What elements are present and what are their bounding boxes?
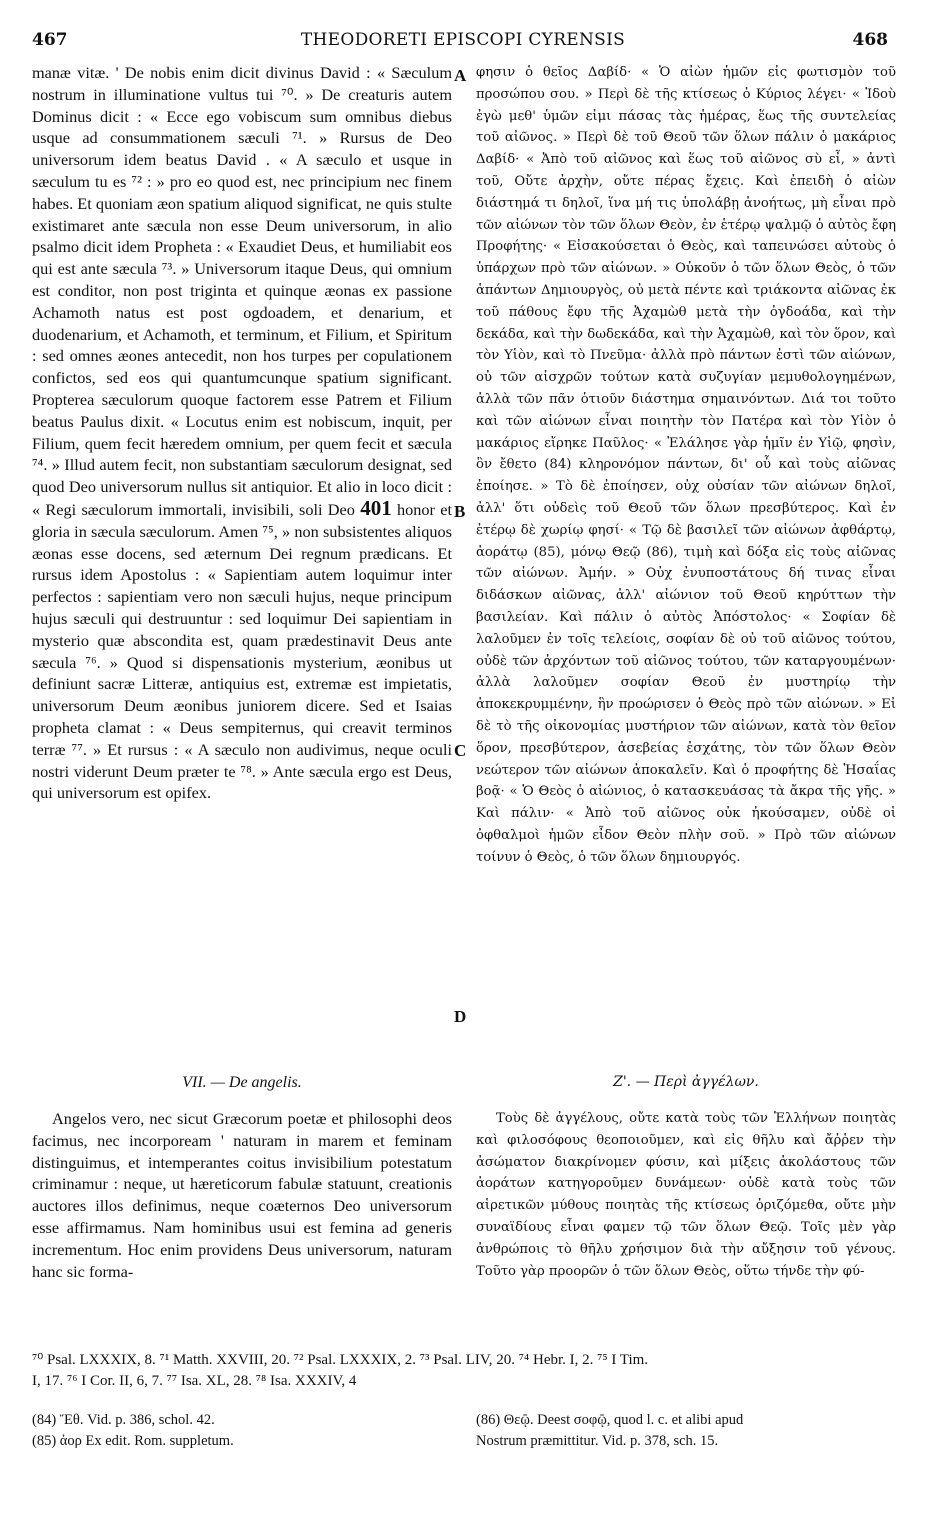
right-page-number: 468 [852,30,888,50]
page-marker-401: 401 [360,495,392,520]
editorial-note: (85) ἀορ Ex edit. Rom. suppletum. [32,1433,234,1449]
editorial-note: (86) Θεῷ. Deest σοφῷ, quod l. c. et alibi apud [476,1412,744,1428]
left-page-number: 467 [32,30,68,50]
latin-text-part2: honor et gloria in sæcula sæculorum. Amen ⁷⁵, » non subsistentes aliquos æonas esse docens, sed æternum Dei regnum prædicans. Et rursus idem Apostolus : « Sapientiam autem loquimur inter perfectos : sapientiam vero non sæculi hujus, neque principum hujus sæculi qui destruuntur : sed loquimur Dei sapientiam in mysterio quæ abscondita est, quam prædestinavit Deus ante sæcula ⁷⁶. » Quod si dispensationis mysterium, æonibus ut definiunt sacræ Litteræ, antiquius est, extremæ est impietatis, universorum Deum æonibus juniorem dicere. Sed et Isaias propheta clamat : « Deus sempiternus, qui creavit terminos terræ ⁷⁷. » Et rursus : « A sæculo non audivimus, neque oculi nostri viderunt Deum præter te ⁷⁸. » Ante sæcula ergo est Deus, qui universorum est opifex. [32,499,452,803]
editorial-notes-right [476,1410,896,1452]
greek-section-body: Τοὺς δὲ ἀγγέλους, οὔτε κατὰ τοὺς τῶν Ἑλλήνων ποιητὰς καὶ φιλοσόφους θεοποιοῦμεν, καὶ εἰς θῆλυ καὶ ἄῤῥεν τὴν ἀσώματον διακρίνομεν φύσιν, καὶ μίξεις ἀκολάστους τῶν ἀοράτων κατηγοροῦμεν δυνάμεων· οὐδὲ κατὰ τοὺς τῶν αἱρετικῶν μύθους ποιητὰς τῆς κτίσεως ὁριζόμεθα, οὔτε μὴν συναϊδίους εἶναι φαμεν τῷ τῶν ὅλων Θεῷ. Τοῖς μὲν γὰρ ἀνθρώποις τὸ θῆλυ χρήσιμον διὰ τὴν αὔξησιν τοῦ γένους. Τοῦτο γὰρ προορῶν ὁ τῶν ὅλων Θεὸς, οὕτω τήνδε τὴν φύ- [476,1111,896,1279]
footnote-line: ⁷⁰ Psal. LXXXIX, 8. ⁷¹ Matth. XXVIII, 20. ⁷² Psal. LXXXIX, 2. ⁷³ Psal. LIV, 20. ⁷⁴ Hebr. I, 2. ⁷⁵ I Tim. [32,1352,649,1368]
latin-section-body: Angelos vero, nec sicut Græcorum poetæ et philosophi deos facimus, nec incorpoream ' naturam in marem et feminam distinguimus, et intemperantes coitus invisibilium potestatum criminamur : neque, ut hæreticorum fabulæ statuunt, creationis auctores illos definimus, neque coæternos Deo universorum esse affirmamus. Nam hominibus usui est femina ad generis incrementum. Hoc enim providens Deus universorum, naturam hanc sic forma- [32,1109,452,1281]
margin-marker-c: C [454,741,467,760]
margin-marker-a: A [454,66,467,85]
latin-main-text [32,62,452,804]
editorial-notes-left [32,1410,452,1452]
greek-main-text: φησιν ὁ θεῖος Δαβίδ· « Ὁ αἰὼν ἡμῶν εἰς φωτισμὸν τοῦ προσώπου σου. » Περὶ δὲ τῆς κτίσεως ὁ Κύριος λέγει· « Ἰδοὺ ἐγὼ μεθ' ὑμῶν εἰμι πάσας τὰς ἡμέρας, ἕως τῆς συντελείας τοῦ αἰῶνος. » Περὶ δὲ τοῦ Θεοῦ τῶν ὅλων πάλιν ὁ μακάριος Δαβίδ· « Ἀπὸ τοῦ αἰῶνος καὶ ἕως τοῦ αἰῶνος σὺ εἶ, » ἀντὶ τοῦ, Οὔτε ἀρχὴν, οὔτε πέρας ἔχεις. Καὶ ἐπειδὴ ὁ αἰὼν διάστημά τι δηλοῖ, ἵνα μή τις ὑπολάβῃ ἀνοήτως, μὴ εἶναι πρὸ τῶν αἰώνων τὸν τῶν ὅλων Θεὸν, ἐν ἑτέρῳ ψαλμῷ ὁ αὐτὸς ἔφη Προφήτης· « Εἰσακούσεται ὁ Θεὸς, καὶ ταπεινώσει αὐτοὺς ὁ ὑπάρχων πρὸ τῶν αἰώνων. » Οὐκοῦν ὁ τῶν ὅλων Θεὸς, ὁ τῶν ἁπάντων Δημιουργὸς, οὐ μετὰ πέντε καὶ τριάκοντα αἰῶνας ἐκ τοῦ πάθους ἔφυ τῆς Ἀχαμὼθ μετὰ τὴν ὀγδοάδα, καὶ τὴν δεκάδα, καὶ τὴν δωδεκάδα, καὶ τὴν Ἀχαμὼθ, καὶ τὸν ὅρον, καὶ τὸν Υἱὸν, καὶ τὸ Πνεῦμα· ἀλλὰ πρὸ πάντων ἐστὶ τῶν αἰώνων, οὐ τῶν αἰσχρῶν τούτων κατὰ συζυγίαν μεμυθολογημένων, ἀλλὰ τῶν πᾶν ὁτιοῦν διάστημα σημαινόντων. Διά τοι τοῦτο καὶ τῶν αἰώνων εἶναι ποιητὴν τὸν Πατέρα καὶ τὸν Υἱὸν ὁ μακάριος εἴρηκε Παῦλος· « Ἐλάλησε γὰρ ἡμῖν ἐν Υἱῷ, φησὶν, ὃν ἔθετο (84) κληρονόμον πάντων, δι' οὗ καὶ τοὺς αἰῶνας ἐποίησε. » Τὸ δὲ ἐποίησεν, οὐχ οὐσίαν τῶν αἰώνων δηλοῖ, ἀλλ' ὅτι οὐδεὶς τοῦ Θεοῦ τῶν ὅλων πρεσβύτερος. Καὶ ἐν ἑτέρῳ δὲ χωρίῳ φησί· « Τῷ δὲ βασιλεῖ τῶν αἰώνων ἀφθάρτῳ, ἀοράτῳ (85), μόνῳ Θεῷ (86), τιμὴ καὶ δόξα εἰς τοὺς αἰῶνας τῶν αἰώνων. Ἀμήν. » Οὐχ ἐνυποστάτους δή τινας εἶναι διδάσκων αἰῶνας, ἀλλ' αἰώνιον τοῦ Θεοῦ κηρύττων τὴν βασιλείαν. Καὶ πάλιν ὁ αὐτὸς Ἀπόστολος· « Σοφίαν δὲ λαλοῦμεν ἐν τοῖς τελείοις, σοφίαν δὲ οὐ τοῦ αἰῶνος τούτου, οὐδὲ τῶν ἀρχόντων τοῦ αἰῶνος τούτου, τῶν καταργουμένων· ἀλλὰ λαλοῦμεν σοφίαν Θεοῦ ἐν μυστηρίῳ τὴν ἀποκεκρυμμένην, ἣν προώρισεν ὁ Θεὸς πρὸ τῶν αἰώνων. » Εἰ δὲ τὸ τῆς οἰκονομίας μυστήριον τῶν αἰώνων, κατὰ τὸν θεῖον ὅρον, πρεσβύτερον, ἀσεβείας ἐσχάτης, τὸν τῶν ὅλων Θεὸν νεώτερον τῶν αἰώνων ἀποκαλεῖν. Καὶ ὁ προφήτης δὲ Ἡσαΐας βοᾷ· « Ὁ Θεὸς ὁ αἰώνιος, ὁ κατασκευάσας τὰ ἄκρα τῆς γῆς. » Καὶ πάλιν· « Ἀπὸ τοῦ αἰῶνος οὐκ ἠκούσαμεν, οὐδὲ οἱ ὀφθαλμοὶ ἡμῶν εἶδον Θεὸν πλὴν σοῦ. » Πρὸ τῶν αἰώνων τοίνυν ὁ Θεὸς, ὁ τῶν ὅλων δημιουργός. [476,65,896,865]
greek-section-title: Ζ'. — Περὶ ἀγγέλων. [613,1074,759,1090]
footnote-line: I, 17. ⁷⁶ I Cor. II, 6, 7. ⁷⁷ Isa. XL, 28. ⁷⁸ Isa. XXXIV, 4 [32,1373,357,1389]
latin-text-part1: manæ vitæ. ' De nobis enim dicit divinus David : « Sæculum nostrum in illuminatione vultus tui ⁷⁰. » De creaturis autem Dominus dicit : « Ecce ego vobiscum sum omnibus diebus usque ad consummationem sæculi ⁷¹. » Rursus de Deo universorum idem beatus David . « A sæculo et usque in sæculum tu es ⁷² : » pro eo quod est, nec principium nec finem habes. Et quoniam æon spatium aliquod significat, ne quis stulte existimaret ante sæcula non esse Deum universorum, in alio psalmo dicit idem Propheta : « Exaudiet Deus, et humiliabit eos qui est ante sæcula ⁷³. » Universorum itaque Deus, qui omnium est conditor, non post triginta et quinque æonas ex passione Achamoth natus est post ogdoadem, et denarium, et duodenarium, et Achamoth, et terminum, et Filium, et Spiritum : sed omnes æones antecedit, non hos turpes per copulationem confictos, sed eos qui quantumcunque spatium significant. Propterea sæculorum quoque factorem esse Patrem et Filium beatus Paulus dixit. « Locutus enim est nobiscum, inquit, per Filium, quem fecit hæredem omnium, per quem fecit et sæcula ⁷⁴. » Illud autem fecit, non substantiam sæculorum designat, sed quod Deo universorum nullus sit antiquior. Et alio in loco dicit : « Regi sæculorum immortali, invisibili, soli Deo [32,63,452,519]
editorial-note: (84) Ἔθ. Vid. p. 386, schol. 42. [32,1412,215,1428]
scripture-footnotes [32,1350,896,1392]
editorial-note: Nostrum præmittitur. Vid. p. 378, sch. 15. [476,1433,719,1449]
latin-section-title: VII. — De angelis. [182,1074,302,1091]
margin-marker-d: D [454,1007,467,1026]
running-title: THEODORETI EPISCOPI CYRENSIS [300,30,626,50]
margin-marker-b: B [454,502,466,521]
